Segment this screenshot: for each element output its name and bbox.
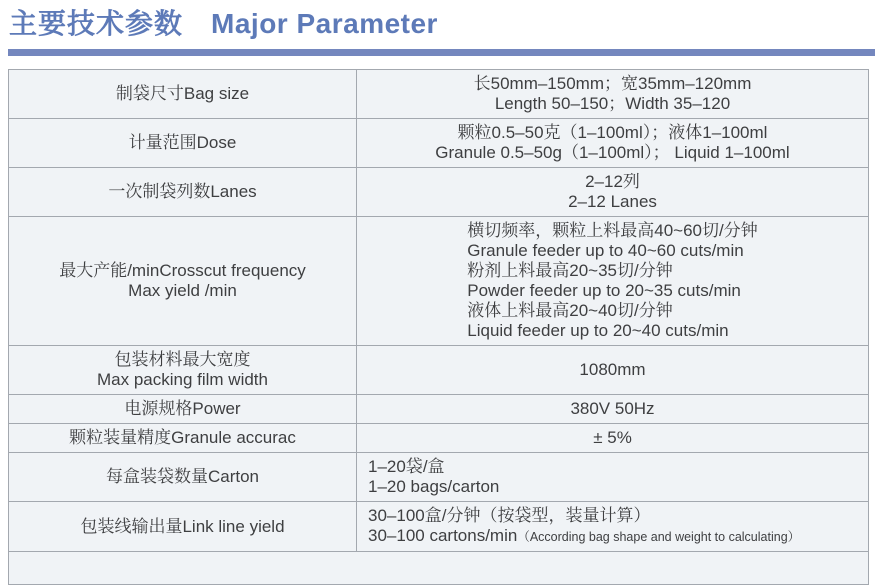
param-value-cell [357, 168, 869, 217]
param-label-line: Max yield /min [128, 281, 237, 300]
param-value-text: Liquid feeder up to 20~40 cuts/min [467, 321, 729, 340]
param-label-line: 计量范围Dose [128, 133, 237, 152]
param-label-line: Max packing film width [96, 370, 268, 389]
param-value-text: 长50mm–150mm；宽35mm–120mm [473, 74, 752, 93]
param-label-line: 一次制袋列数Lanes [108, 182, 257, 201]
param-value-block [467, 221, 757, 341]
param-value-text: Length 50–150；Width 35–120 [494, 94, 731, 113]
param-value-line [467, 281, 757, 301]
table-row [9, 424, 869, 453]
table-row [9, 552, 869, 585]
page-title-zh: 主要技术参数 [9, 8, 184, 39]
param-value-text: 粉剂上料最高20~35切/分钟 [467, 261, 673, 280]
param-label-line: 每盒装袋数量Carton [105, 467, 260, 486]
param-value-cell [357, 395, 869, 424]
page-title [9, 4, 438, 44]
param-value-line [467, 261, 757, 281]
param-value-line [467, 221, 757, 241]
param-label-line: 颗粒装量精度Granule accurac [69, 428, 296, 447]
param-value-cell [357, 346, 869, 395]
param-value-note: （According bag shape and weight to calculating） [517, 530, 801, 544]
table-row [9, 453, 869, 502]
param-value-text: 30–100盒/分钟（按袋型，装量计算） [368, 506, 651, 525]
table-row [9, 502, 869, 552]
table-row [9, 168, 869, 217]
param-label-cell [9, 168, 357, 217]
param-value-line [363, 399, 862, 419]
param-value-line [363, 192, 862, 212]
param-value-text: ± 5% [593, 428, 632, 447]
param-value-text: 1–20袋/盒 [368, 457, 445, 476]
param-label-cell [9, 346, 357, 395]
title-underline-bar [8, 49, 875, 56]
param-value-cell [357, 70, 869, 119]
param-value-cell [357, 453, 869, 502]
param-value-text: 380V 50Hz [570, 399, 655, 418]
param-value-text: 颗粒0.5–50克（1–100ml）；液体1–100ml [457, 123, 768, 142]
param-value-text: 1080mm [579, 360, 646, 379]
param-label-cell [9, 119, 357, 168]
table-row [9, 70, 869, 119]
param-value-text: 横切频率，颗粒上料最高40~60切/分钟 [467, 221, 758, 240]
param-value-line [363, 360, 862, 380]
param-value-cell [357, 217, 869, 346]
param-label-cell [9, 395, 357, 424]
param-value-line [363, 123, 862, 143]
table-row [9, 395, 869, 424]
param-label-cell [9, 424, 357, 453]
param-value-line [363, 74, 862, 94]
param-value-line [368, 526, 862, 547]
param-value-line [363, 94, 862, 114]
param-value-text: 1–20 bags/carton [368, 477, 500, 496]
table-row [9, 346, 869, 395]
param-label-cell [9, 453, 357, 502]
param-value-text: Granule 0.5–50g（1–100ml）； Liquid 1–100ml [435, 143, 790, 162]
param-label-line: 包装材料最大宽度 [114, 350, 251, 369]
param-value-line [368, 457, 862, 477]
param-table-body [9, 70, 869, 585]
param-value-cell [357, 502, 869, 552]
param-value-text: 液体上料最高20~40切/分钟 [467, 301, 673, 320]
param-value-line [368, 506, 862, 526]
empty-cell [9, 552, 869, 585]
param-value-text: 2–12 Lanes [568, 192, 657, 211]
param-label-line: 包装线输出量Link line yield [80, 516, 285, 536]
page-title-en: Major Parameter [211, 8, 438, 39]
param-value-line [368, 477, 862, 497]
param-value-text: 30–100 cartons/min [368, 526, 518, 545]
table-row [9, 119, 869, 168]
param-label-line: 最大产能/minCrosscut frequency [59, 261, 306, 280]
parameters-table [8, 69, 869, 585]
param-value-text: 2–12列 [585, 172, 640, 191]
param-label-cell [9, 70, 357, 119]
param-label-cell [9, 502, 357, 552]
param-value-line [363, 428, 862, 448]
param-value-line [467, 241, 757, 261]
param-label-line: 制袋尺寸Bag size [115, 84, 250, 103]
param-label-cell [9, 217, 357, 346]
param-value-cell [357, 119, 869, 168]
table-row [9, 217, 869, 346]
param-value-text: Granule feeder up to 40~60 cuts/min [467, 241, 744, 260]
param-value-line [363, 172, 862, 192]
param-value-line [467, 301, 757, 321]
param-value-line [467, 321, 757, 341]
param-value-cell [357, 424, 869, 453]
param-value-text: Powder feeder up to 20~35 cuts/min [467, 281, 741, 300]
param-label-line: 电源规格Power [124, 399, 241, 418]
param-value-line [363, 143, 862, 163]
